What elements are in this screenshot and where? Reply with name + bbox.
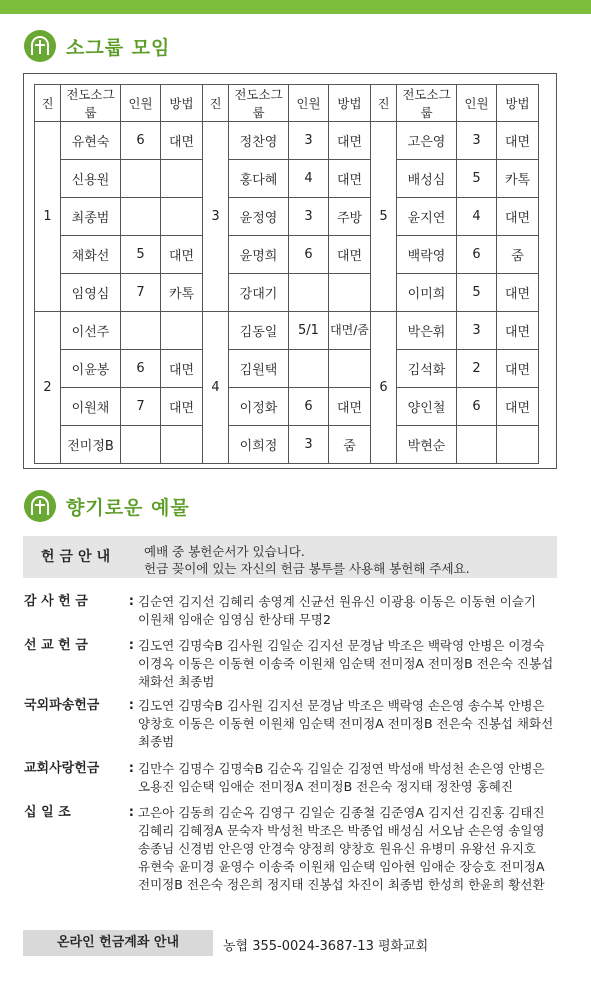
header-cell: 전도소그룹 — [229, 85, 289, 122]
member-name: 최종범 — [61, 198, 121, 236]
member-name: 강대기 — [229, 274, 289, 312]
member-name: 배성심 — [397, 160, 457, 198]
small-group-title: 소그룹 모임 — [66, 36, 171, 59]
table-row — [35, 426, 539, 464]
online-offering-label: 온라인 헌금계좌 안내 — [23, 930, 213, 956]
meeting-method: 카톡 — [497, 160, 539, 198]
meeting-method: 대면 — [497, 312, 539, 350]
table-header-row — [35, 85, 539, 122]
meeting-method: 대면 — [497, 122, 539, 160]
meeting-method: 대면 — [497, 274, 539, 312]
member-count — [289, 274, 329, 312]
member-count: 6 — [457, 388, 497, 426]
member-count: 2 — [457, 350, 497, 388]
meeting-method: 대면 — [161, 350, 203, 388]
header-cell: 진 — [371, 85, 397, 122]
donation-names: 김도연 김명숙B 김사원 김지선 문경남 박조은 백락영 손은영 송수복 안병은 양창호 이동은 이동현 이원채 임순택 전미정A 전미정B 전은숙 진봉섭 채화선 최종범 — [138, 698, 554, 749]
member-name: 이희정 — [229, 426, 289, 464]
group-number: 5 — [371, 122, 397, 312]
donation-names: 김순연 김지선 김혜리 송영계 신균선 원유신 이광용 이동은 이동현 이슬기 이원채 임애순 임영심 한상태 무명2 — [138, 594, 537, 627]
donation-label: 교회사랑헌금 — [24, 761, 100, 776]
member-count: 6 — [121, 122, 161, 160]
member-name: 박현순 — [397, 426, 457, 464]
table-row — [35, 388, 539, 426]
member-name: 채화선 — [61, 236, 121, 274]
member-name: 백락영 — [397, 236, 457, 274]
member-name: 이미희 — [397, 274, 457, 312]
meeting-method — [497, 426, 539, 464]
member-count: 4 — [289, 160, 329, 198]
member-name: 윤지연 — [397, 198, 457, 236]
member-name: 전미정B — [61, 426, 121, 464]
member-name: 이정화 — [229, 388, 289, 426]
header-cell: 진 — [203, 85, 229, 122]
member-name: 임영심 — [61, 274, 121, 312]
member-count: 5 — [457, 160, 497, 198]
meeting-method: 줌 — [497, 236, 539, 274]
meeting-method: 대면/줌 — [329, 312, 371, 350]
meeting-method: 대면 — [497, 388, 539, 426]
member-count — [121, 160, 161, 198]
small-group-table-box — [23, 73, 557, 469]
member-name: 고은영 — [397, 122, 457, 160]
header-cell: 인원 — [457, 85, 497, 122]
group-number: 3 — [203, 122, 229, 312]
meeting-method: 대면 — [161, 236, 203, 274]
donation-names: 김도연 김명숙B 김사원 김일순 김지선 문경남 박조은 백락영 안병은 이경숙 이경옥 이동은 이동현 이송죽 이원채 임순택 전미정A 전미정B 전은숙 진봉섭 채화선 최종범 — [138, 638, 554, 689]
donation-label: 국외파송헌금 — [24, 698, 100, 713]
header-cell: 전도소그룹 — [61, 85, 121, 122]
member-name: 박은휘 — [397, 312, 457, 350]
member-name: 이윤봉 — [61, 350, 121, 388]
member-count: 7 — [121, 274, 161, 312]
meeting-method: 카톡 — [161, 274, 203, 312]
church-cross-icon — [24, 490, 56, 522]
meeting-method — [161, 312, 203, 350]
meeting-method: 주방 — [329, 198, 371, 236]
member-name: 홍다혜 — [229, 160, 289, 198]
member-count: 3 — [457, 122, 497, 160]
meeting-method — [161, 198, 203, 236]
member-count: 5 — [457, 274, 497, 312]
header-cell: 방법 — [329, 85, 371, 122]
member-count: 3 — [289, 198, 329, 236]
member-count — [121, 312, 161, 350]
member-count: 5 — [121, 236, 161, 274]
member-count: 4 — [457, 198, 497, 236]
header-cell: 방법 — [497, 85, 539, 122]
member-name: 김석화 — [397, 350, 457, 388]
table-row — [35, 312, 539, 350]
header-cell: 인원 — [121, 85, 161, 122]
member-name: 김원택 — [229, 350, 289, 388]
member-count: 3 — [289, 122, 329, 160]
church-cross-icon — [24, 30, 56, 62]
offering-title: 향기로운 예물 — [66, 496, 190, 519]
meeting-method: 대면 — [329, 236, 371, 274]
donation-names: 김만수 김명수 김명숙B 김순옥 김일순 김정연 박성애 박성천 손은영 안병은 오용진 임순택 임애순 전미정A 전미정B 전은숙 정지태 정찬영 홍혜진 — [138, 761, 545, 794]
member-name: 윤정영 — [229, 198, 289, 236]
meeting-method — [329, 274, 371, 312]
group-number: 4 — [203, 312, 229, 464]
offering-notice-line1: 예배 중 봉헌순서가 있습니다. — [144, 544, 305, 559]
member-count — [121, 198, 161, 236]
group-number: 1 — [35, 122, 61, 312]
meeting-method: 대면 — [329, 122, 371, 160]
member-count: 6 — [457, 236, 497, 274]
member-name: 이원채 — [61, 388, 121, 426]
donation-names: 고은아 김동희 김순옥 김영구 김일순 김종철 김준영A 김지선 김진홍 김태진 김혜리 김혜정A 문숙자 박성천 박조은 박종업 배성심 서오남 손은영 송일영 송종님 신경범 안은영 안경숙 양정희 양창호 원유신 유병미 유왕선 유지호 유현숙 윤미경 윤영수 이송죽 이원채 임순택 임아현 임애순 장승호 전미정A 전미정B 전은숙 정은희 정지태 진봉섭 차진이 최종범 한성희 한윤희 황선환 — [138, 805, 545, 892]
offering-section-title — [24, 490, 190, 522]
offering-notice — [23, 536, 557, 578]
member-count — [289, 350, 329, 388]
group-number: 2 — [35, 312, 61, 464]
offering-notice-line2: 헌금 꽂이에 있는 자신의 헌금 봉투를 사용해 봉헌해 주세요. — [144, 561, 470, 576]
member-count: 6 — [289, 236, 329, 274]
meeting-method: 대면 — [497, 198, 539, 236]
meeting-method: 대면 — [497, 350, 539, 388]
member-name: 신용원 — [61, 160, 121, 198]
meeting-method: 대면 — [329, 160, 371, 198]
member-name: 유현숙 — [61, 122, 121, 160]
table-row — [35, 122, 539, 160]
member-count: 3 — [289, 426, 329, 464]
member-count: 3 — [457, 312, 497, 350]
header-cell: 진 — [35, 85, 61, 122]
member-count: 5/1 — [289, 312, 329, 350]
member-name: 김동일 — [229, 312, 289, 350]
member-name: 윤명희 — [229, 236, 289, 274]
meeting-method: 대면 — [161, 122, 203, 160]
meeting-method — [161, 160, 203, 198]
header-cell: 전도소그룹 — [397, 85, 457, 122]
table-row — [35, 160, 539, 198]
member-name: 이선주 — [61, 312, 121, 350]
table-row — [35, 236, 539, 274]
top-accent-bar — [0, 0, 591, 14]
member-count: 6 — [289, 388, 329, 426]
meeting-method: 줌 — [329, 426, 371, 464]
small-group-section-title — [24, 30, 170, 62]
meeting-method: 대면 — [161, 388, 203, 426]
member-count: 7 — [121, 388, 161, 426]
member-count: 6 — [121, 350, 161, 388]
member-name: 양인철 — [397, 388, 457, 426]
meeting-method: 대면 — [329, 388, 371, 426]
table-row — [35, 350, 539, 388]
bank-account: 농협 355-0024-3687-13 평화교회 — [223, 939, 429, 954]
meeting-method — [161, 426, 203, 464]
member-count — [121, 426, 161, 464]
offering-notice-label: 헌금안내 — [41, 549, 116, 565]
donation-label: 감 사 헌 금 — [24, 594, 88, 609]
meeting-method — [329, 350, 371, 388]
header-cell: 인원 — [289, 85, 329, 122]
small-group-table — [34, 84, 539, 464]
table-row — [35, 274, 539, 312]
group-number: 6 — [371, 312, 397, 464]
member-count — [457, 426, 497, 464]
table-row — [35, 198, 539, 236]
member-name: 정찬영 — [229, 122, 289, 160]
header-cell: 방법 — [161, 85, 203, 122]
donation-label: 십 일 조 — [24, 805, 71, 820]
donation-label: 선 교 헌 금 — [24, 638, 88, 653]
